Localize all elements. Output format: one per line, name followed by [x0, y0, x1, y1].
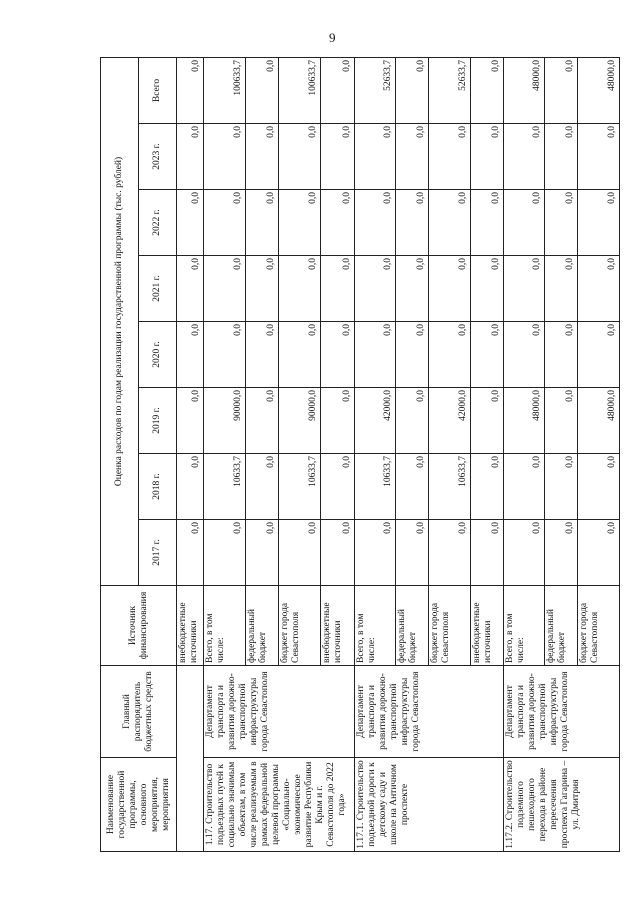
year-value-cell: 0,0 [396, 256, 429, 322]
year-value-cell: 0,0 [578, 190, 620, 256]
year-value-cell: 0,0 [396, 190, 429, 256]
year-value-cell: 0,0 [429, 124, 470, 190]
year-value-cell: 0,0 [177, 454, 204, 520]
year-value-cell: 0,0 [545, 322, 578, 388]
header-year: 2020 г. [139, 322, 177, 388]
header-estimate: Оценка расходов по годам реализации государственной программы (тыс. рублей) [101, 57, 139, 585]
page-number: 9 [329, 30, 336, 45]
header-source: Источник финансирования [101, 586, 177, 666]
header-year: 2019 г. [139, 388, 177, 454]
year-value-cell: 0,0 [321, 124, 355, 190]
empty-cell [177, 666, 204, 852]
source-cell: внебюджетные источники [321, 586, 355, 666]
header-year: 2017 г. [139, 520, 177, 586]
year-value-cell: 0,0 [396, 520, 429, 586]
total-cell: 52633,7 [354, 57, 395, 123]
year-value-cell: 10633,7 [354, 454, 395, 520]
year-value-cell: 90000,0 [203, 388, 245, 454]
year-value-cell: 0,0 [578, 454, 620, 520]
year-value-cell: 0,0 [470, 256, 503, 322]
year-value-cell: 0,0 [279, 124, 321, 190]
manager-cell: Департамент транспорта и развития дорожно-транспортной инфраструктуры города Севастополя [503, 666, 619, 758]
year-value-cell: 0,0 [354, 190, 395, 256]
year-value-cell: 0,0 [503, 454, 544, 520]
rotated-table-container [100, 58, 620, 852]
table-row [203, 57, 245, 851]
year-value-cell: 0,0 [279, 520, 321, 586]
year-value-cell: 0,0 [203, 190, 245, 256]
year-value-cell: 10633,7 [429, 454, 470, 520]
item-name-cell: 1.17.1. Строительство подъездной дороги к детскому саду и школе на Античном проспекте [354, 758, 503, 852]
year-value-cell: 0,0 [321, 388, 355, 454]
year-value-cell: 0,0 [470, 124, 503, 190]
year-value-cell: 0,0 [245, 322, 279, 388]
header-name: Наименование государственной программы, основного мероприятия, мероприятия [101, 758, 177, 852]
year-value-cell: 0,0 [396, 388, 429, 454]
year-value-cell: 0,0 [177, 124, 204, 190]
year-value-cell: 0,0 [321, 256, 355, 322]
source-cell: Всего, в том числе: [503, 586, 544, 666]
total-cell: 100633,7 [279, 57, 321, 123]
total-cell: 0,0 [545, 57, 578, 123]
year-value-cell: 0,0 [354, 322, 395, 388]
year-value-cell: 0,0 [245, 256, 279, 322]
year-value-cell: 0,0 [545, 520, 578, 586]
table-body [177, 57, 620, 851]
year-value-cell: 42000,0 [429, 388, 470, 454]
source-cell: бюджет города Севастополя [578, 586, 620, 666]
year-value-cell: 0,0 [470, 454, 503, 520]
year-value-cell: 0,0 [545, 454, 578, 520]
year-value-cell: 0,0 [429, 520, 470, 586]
source-cell: федеральный бюджет [245, 586, 279, 666]
year-value-cell: 0,0 [245, 190, 279, 256]
header-total: Всего [139, 57, 177, 123]
header-year: 2021 г. [139, 256, 177, 322]
total-cell: 100633,7 [203, 57, 245, 123]
year-value-cell: 0,0 [503, 190, 544, 256]
year-value-cell: 0,0 [503, 124, 544, 190]
total-cell: 0,0 [396, 57, 429, 123]
year-value-cell: 0,0 [203, 256, 245, 322]
year-value-cell: 48000,0 [578, 388, 620, 454]
total-cell: 0,0 [321, 57, 355, 123]
year-value-cell: 0,0 [470, 388, 503, 454]
year-value-cell: 0,0 [470, 322, 503, 388]
year-value-cell: 0,0 [177, 520, 204, 586]
manager-cell: Департамент транспорта и развития дорожно-транспортной инфраструктуры города Севастополя [203, 666, 354, 758]
source-cell: бюджет города Севастополя [279, 586, 321, 666]
year-value-cell: 0,0 [429, 256, 470, 322]
year-value-cell: 10633,7 [279, 454, 321, 520]
year-value-cell: 0,0 [470, 190, 503, 256]
year-value-cell: 42000,0 [354, 388, 395, 454]
year-value-cell: 90000,0 [279, 388, 321, 454]
year-value-cell: 0,0 [354, 256, 395, 322]
year-value-cell: 0,0 [503, 322, 544, 388]
year-value-cell: 0,0 [245, 124, 279, 190]
source-cell: федеральный бюджет [396, 586, 429, 666]
year-value-cell: 0,0 [203, 322, 245, 388]
year-value-cell: 0,0 [545, 388, 578, 454]
year-value-cell: 0,0 [396, 124, 429, 190]
year-value-cell: 0,0 [545, 190, 578, 256]
budget-table [100, 57, 620, 852]
year-value-cell: 0,0 [177, 190, 204, 256]
table-row [503, 57, 544, 851]
source-cell: внебюджетные источники [177, 586, 204, 666]
year-value-cell: 0,0 [245, 520, 279, 586]
header-year: 2022 г. [139, 190, 177, 256]
year-value-cell: 0,0 [578, 256, 620, 322]
year-value-cell: 0,0 [245, 454, 279, 520]
header-year: 2023 г. [139, 124, 177, 190]
item-name-cell: 1.17. Строительство подъездных путей к социально значимым объектам, в том числе реализуемым в рамках федеральной целевой программы «Социально-экономическое развитие Республики Крым и г. Севастополя до 2022 года» [203, 758, 354, 852]
source-cell: внебюджетные источники [470, 586, 503, 666]
year-value-cell: 0,0 [279, 190, 321, 256]
year-value-cell: 0,0 [177, 322, 204, 388]
year-value-cell: 0,0 [279, 256, 321, 322]
source-cell: федеральный бюджет [545, 586, 578, 666]
year-value-cell: 0,0 [578, 124, 620, 190]
year-value-cell: 0,0 [545, 256, 578, 322]
year-value-cell: 0,0 [203, 124, 245, 190]
header-year: 2018 г. [139, 454, 177, 520]
year-value-cell: 0,0 [354, 520, 395, 586]
total-cell: 0,0 [470, 57, 503, 123]
year-value-cell: 0,0 [503, 520, 544, 586]
total-cell: 52633,7 [429, 57, 470, 123]
year-value-cell: 0,0 [578, 322, 620, 388]
total-cell: 0,0 [177, 57, 204, 123]
source-cell: Всего, в том числе: [203, 586, 245, 666]
total-cell: 0,0 [245, 57, 279, 123]
year-value-cell: 0,0 [396, 454, 429, 520]
header-manager: Главный распорядитель бюджетных средств [101, 666, 177, 758]
total-cell: 48000,0 [578, 57, 620, 123]
year-value-cell: 10633,7 [203, 454, 245, 520]
item-name-cell: 1.17.2. Строительство подземного пешеходного перехода в районе пересечения проспекта Гагарина – ул. Дмитрия [503, 758, 619, 852]
year-value-cell: 0,0 [396, 322, 429, 388]
year-value-cell: 0,0 [177, 388, 204, 454]
year-value-cell: 0,0 [321, 322, 355, 388]
year-value-cell: 0,0 [321, 190, 355, 256]
year-value-cell: 0,0 [503, 256, 544, 322]
year-value-cell: 0,0 [429, 322, 470, 388]
year-value-cell: 0,0 [321, 454, 355, 520]
year-value-cell: 0,0 [321, 520, 355, 586]
year-value-cell: 0,0 [177, 256, 204, 322]
year-value-cell: 0,0 [578, 520, 620, 586]
year-value-cell: 0,0 [354, 124, 395, 190]
source-cell: бюджет города Севастополя [429, 586, 470, 666]
year-value-cell: 0,0 [245, 388, 279, 454]
year-value-cell: 0,0 [470, 520, 503, 586]
source-cell: Всего, в том числе: [354, 586, 395, 666]
table-row [354, 57, 395, 851]
table-row [177, 57, 204, 851]
year-value-cell: 0,0 [203, 520, 245, 586]
year-value-cell: 0,0 [429, 190, 470, 256]
total-cell: 48000,0 [503, 57, 544, 123]
manager-cell: Департамент транспорта и развития дорожно-транспортной инфраструктуры города Севастополя [354, 666, 503, 758]
year-value-cell: 0,0 [545, 124, 578, 190]
year-value-cell: 48000,0 [503, 388, 544, 454]
year-value-cell: 0,0 [279, 322, 321, 388]
